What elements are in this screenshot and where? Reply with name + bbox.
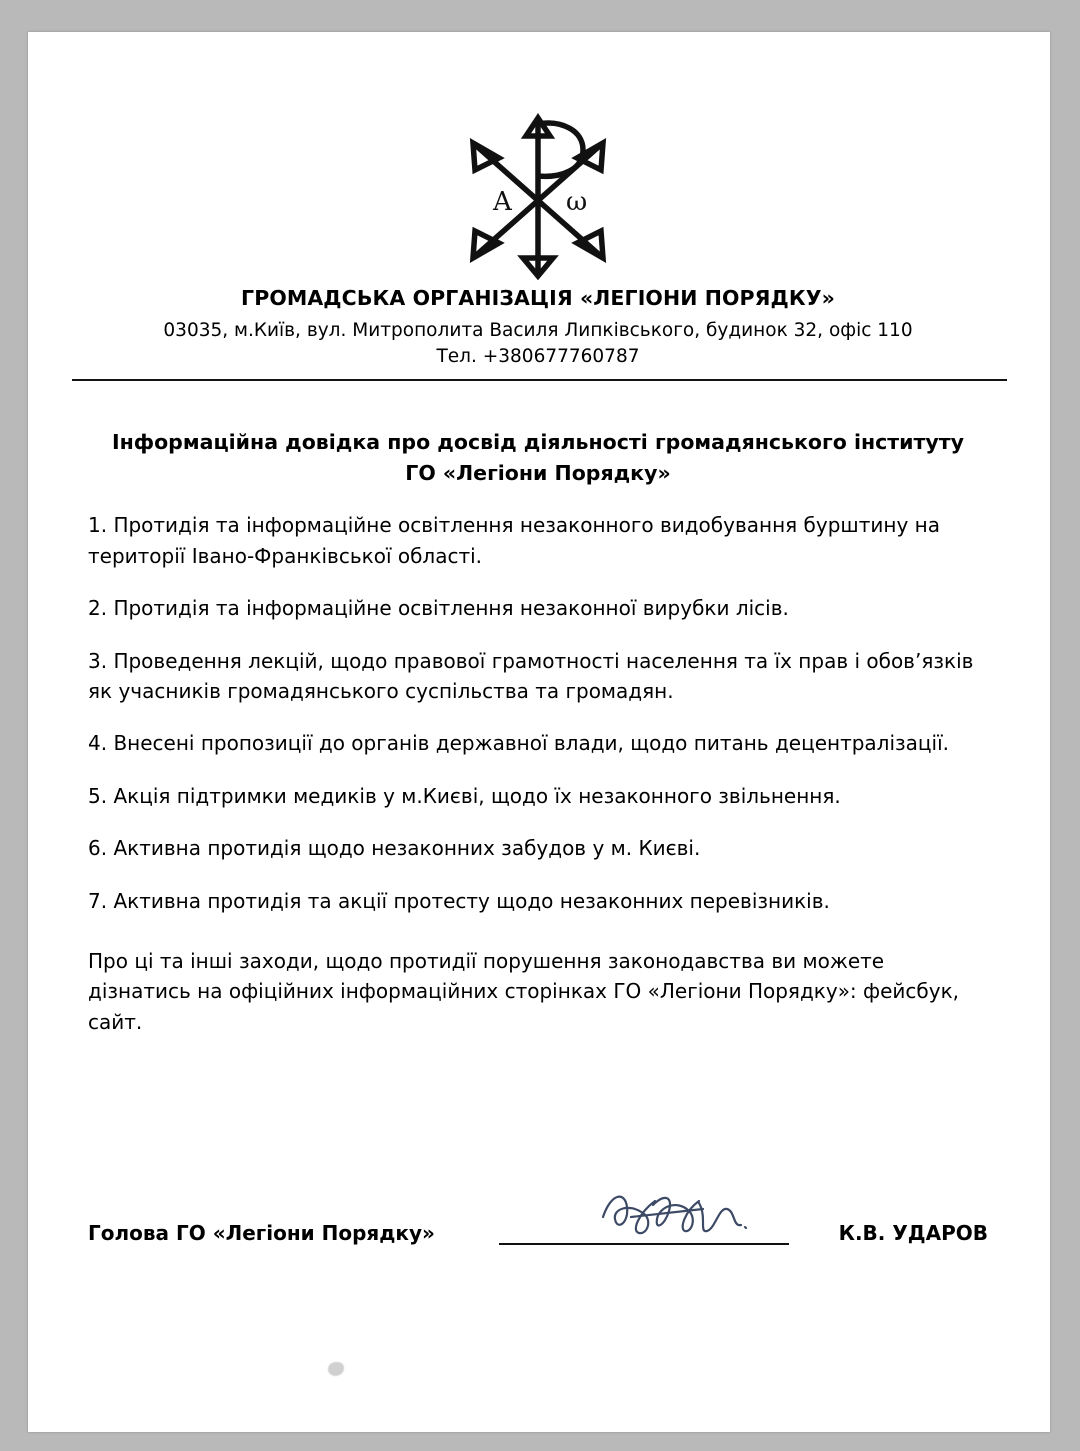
signatory-name: К.В. УДАРОВ [838,1221,988,1246]
organization-phone: Тел. +380677760787 [436,345,640,367]
organization-logo [88,50,988,280]
list-item: 4. Внесені пропозиції до органів державної влади, щодо питань децентралізації. [88,731,949,756]
list-item: 5. Акція підтримки медиків у м.Києві, щодо їх незаконного звільнення. [88,783,841,808]
signature-area [499,1191,789,1247]
document-content [88,50,988,1247]
signature-line [499,1243,789,1245]
list-item: 7. Активна протидія та акції протесту щодо незаконних перевізників. [88,888,830,913]
svg-text:ω: ω [566,187,588,217]
list-item: 1. Протидія та інформаційне освітлення незаконного видобування бурштину на території Івано-Франківської області. [88,513,940,568]
closing-paragraph: Про ці та інші заходи, щодо протидії порушення законодавства ви можете дізнатись на офіційних інформаційних сторінках ГО «Легіони Порядку»: фейсбук, сайт. [88,948,960,1034]
page-title: Інформаційна довідка про досвід діяльності громадянського інституту ГО «Легіони Порядку» [111,429,965,485]
list-item: 3. Проведення лекцій, щодо правової грамотності населення та їх прав і обов’язків як учасників громадянського суспільства та громадян. [88,648,974,704]
paper-smudge [328,1362,344,1376]
list-item: 6. Активна протидія щодо незаконних забудов у м. Києві. [88,836,701,861]
handwritten-signature-icon [595,1187,775,1249]
document-page [28,32,1050,1432]
list-item: 2. Протидія та інформаційне освітлення незаконної вирубки лісів. [88,596,789,621]
organization-address: 03035, м.Київ, вул. Митрополита Василя Липківського, будинок 32, офіс 110 [163,320,913,341]
organization-name: ГРОМАДСЬКА ОРГАНІЗАЦІЯ «ЛЕГІОНИ ПОРЯДКУ» [241,286,835,310]
signature-block [88,1187,988,1247]
header-divider [72,379,1007,381]
chi-rho-alpha-omega-icon [443,98,633,294]
svg-text:A: A [493,187,512,217]
signature-label: Голова ГО «Легіони Порядку» [88,1221,435,1246]
